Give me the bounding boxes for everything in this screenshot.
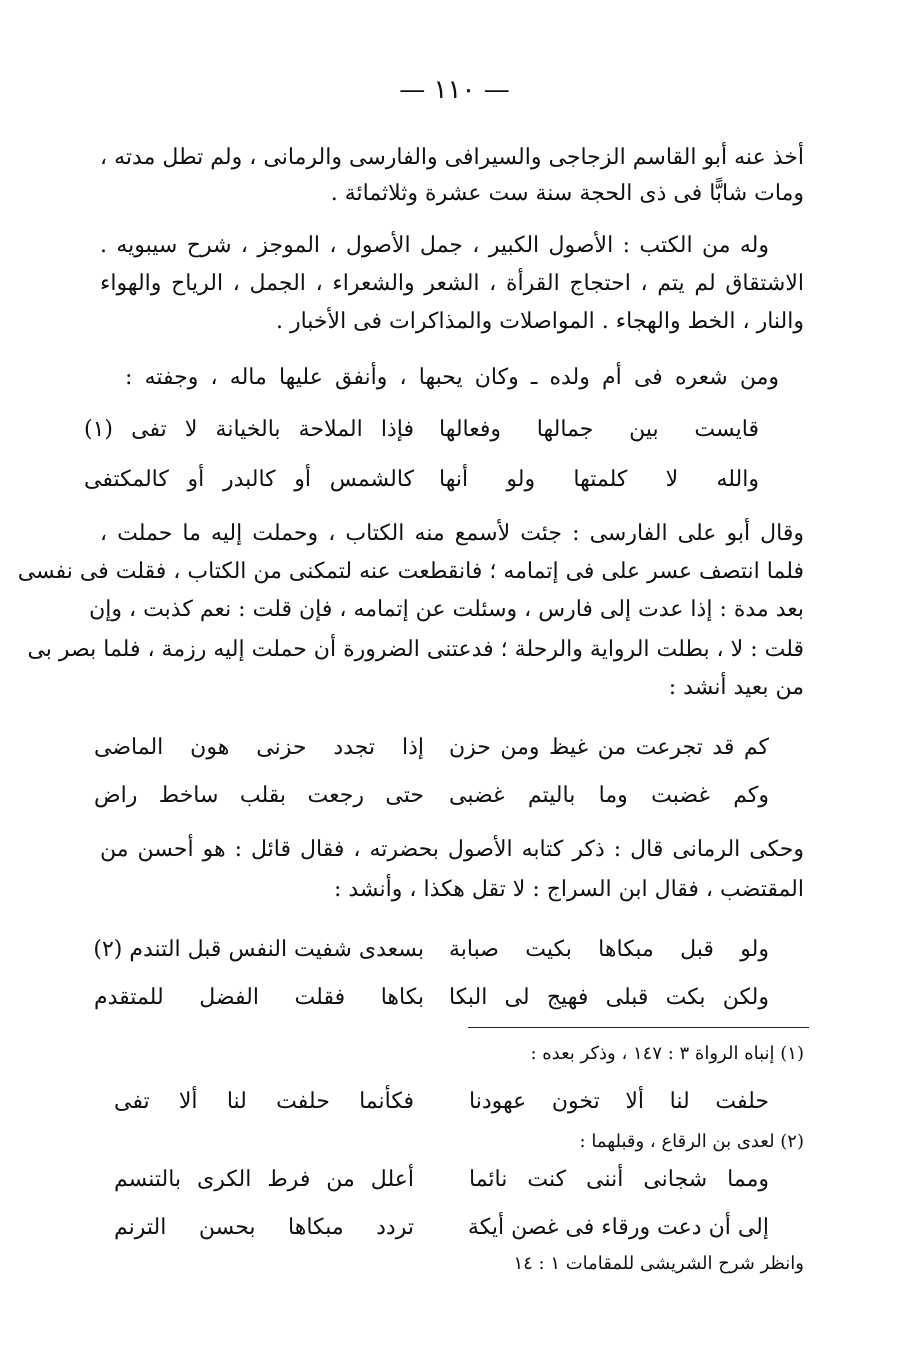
footnote-verse (104, 1210, 769, 1250)
footnote-verse (104, 1084, 769, 1124)
verse-hemistich: والله لا كلمتها ولو أنها (439, 467, 759, 492)
footnote-verse (104, 1162, 769, 1202)
text-line: ومات شابًّا فى ذى الحجة سنة ست عشرة وثلاثمائة . (330, 181, 804, 206)
footnote-2: (٢) لعدى بن الرقاع ، وقبلهما : (579, 1131, 804, 1152)
verse-hemistich: وكم غضبت وما باليتم غضبى (449, 783, 769, 808)
footnote-reference: وانظر شرح الشريشى للمقامات ١ : ١٤ (513, 1253, 804, 1274)
verse-hemistich: إلى أن دعت ورقاء فى غصن أيكة (467, 1215, 769, 1240)
verse-hemistich: كالشمس أو كالبدر أو كالمكتفى (84, 467, 414, 492)
verse-hemistich: أعلل من فرط الكرى بالتنسم (114, 1167, 414, 1192)
text-line: وحكى الرمانى قال : ذكر كتابه الأصول بحضرته ، فقال قائل : هو أحسن من (100, 837, 804, 862)
verse-line (84, 778, 769, 818)
verse-hemistich: إذا تجدد حزنى هون الماضى (94, 735, 424, 760)
verse-hemistich: فكأنما حلفت لنا ألا تفى (114, 1089, 414, 1114)
verse-line (84, 980, 769, 1020)
verse-hemistich: حتى رجعت بقلب ساخط راض (94, 783, 424, 808)
text-line: بعد مدة : إذا عدت إلى فارس ، وسئلت عن إتمامه ، فإن قلت : نعم كذبت ، وإن (89, 597, 804, 622)
footnote-separator (468, 1027, 809, 1028)
verse-hemistich: قايست بين جمالها وفعالها (439, 417, 759, 442)
text-line: والنار ، الخط والهجاء . المواصلات والمذاكرات فى الأخبار . (275, 309, 804, 334)
verse-hemistich: ومما شجانى أننى كنت نائما (469, 1167, 769, 1192)
text-line: أخذ عنه أبو القاسم الزجاجى والسيرافى والفارسى والرمانى ، ولم تطل مدته ، (100, 145, 804, 170)
text-line: من بعيد أنشد : (668, 675, 804, 700)
text-line: وله من الكتب : الأصول الكبير ، جمل الأصول ، الموجز ، شرح سيبويه . (100, 233, 769, 258)
verse-line (84, 412, 759, 452)
footnote-1: (١) إنباه الرواة ٣ : ١٤٧ ، وذكر بعده : (530, 1043, 804, 1064)
text-line: الاشتقاق لم يتم ، احتجاج القرأة ، الشعر والشعراء ، الجمل ، الرياح والهواء (100, 271, 804, 296)
verse-hemistich: كم قد تجرعت من غيظ ومن حزن (449, 735, 769, 760)
text-line: قلت : لا ، بطلت الرواية والرحلة ؛ فدعتنى الضرورة أن حملت إليه رزمة ، فلما بصر بى (27, 637, 804, 662)
verse-hemistich: تردد مبكاها بحسن الترنم (114, 1215, 414, 1240)
page-number: — ١١٠ — (399, 75, 510, 105)
verse-hemistich: ولكن بكت قبلى فهيج لى البكا (449, 985, 769, 1010)
verse-line (84, 462, 759, 502)
verse-hemistich: ولو قبل مبكاها بكيت صبابة (449, 937, 769, 962)
text-line: ومن شعره فى أم ولده ـ وكان يحبها ، وأنفق عليها ماله ، وجفته : (125, 365, 779, 390)
text-line: المقتضب ، فقال ابن السراج : لا تقل هكذا ، وأنشد : (333, 877, 804, 902)
verse-hemistich: فإذا الملاحة بالخيانة لا تفى (١) (84, 417, 414, 442)
verse-hemistich: بكاها فقلت الفضل للمتقدم (94, 985, 424, 1010)
verse-hemistich: حلفت لنا ألا تخون عهودنا (469, 1089, 769, 1114)
text-line: فلما انتصف عسر على فى إتمامه ؛ فانقطعت عنه لتمكنى من الكتاب ، فقلت فى نفسى (17, 559, 804, 584)
verse-line (84, 932, 769, 972)
text-line: وقال أبو على الفارسى : جئت لأسمع منه الكتاب ، وحملت إليه ما حملت ، (100, 521, 804, 546)
verse-hemistich: بسعدى شفيت النفس قبل التندم (٢) (93, 937, 424, 962)
verse-line (84, 730, 769, 770)
